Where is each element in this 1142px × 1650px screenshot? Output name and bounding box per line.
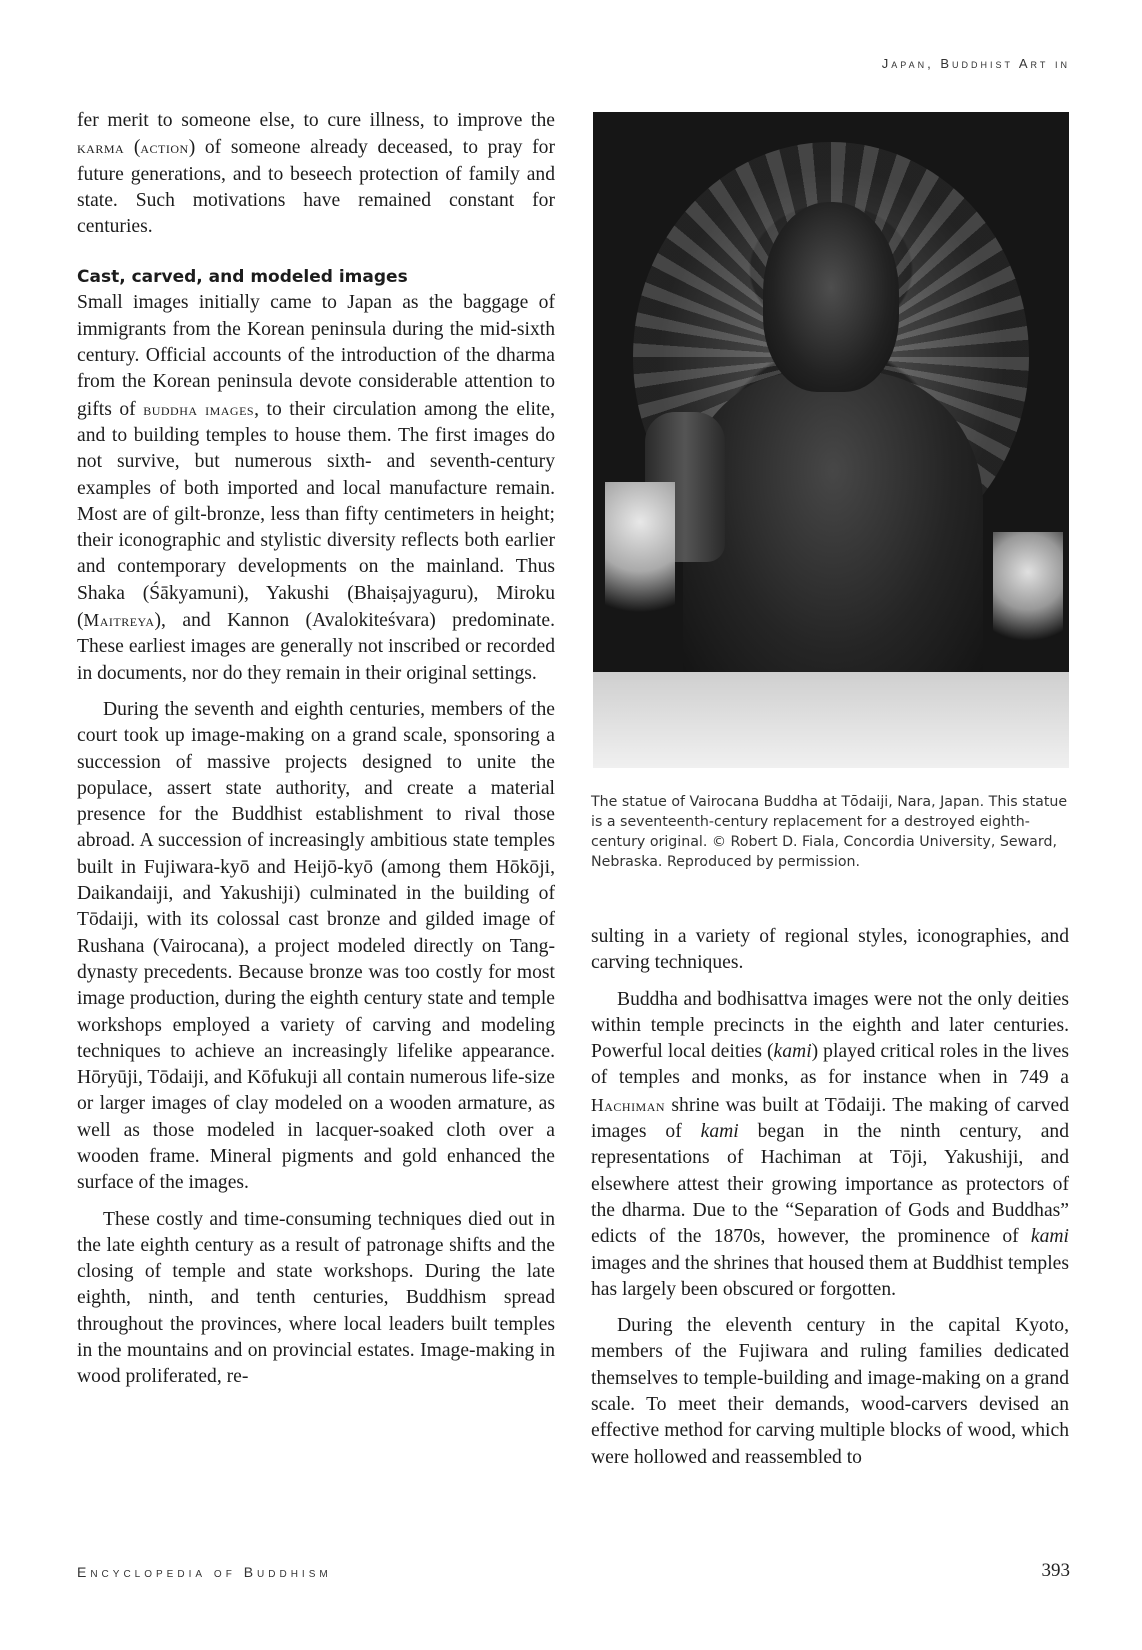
section-heading: Cast, carved, and modeled images	[77, 267, 408, 288]
altar-shape	[593, 672, 1069, 768]
cross-reference-link[interactable]: karma	[77, 137, 125, 158]
statue-body-shape	[683, 372, 983, 702]
text-span: fer merit to someone else, to cure illness, to improve the	[77, 110, 555, 131]
text-span: Small images initially came to Japan as the baggage of immigrants from the Korean peninsula during the mid-sixth century. Official accounts of the introduction of the dharma from the Korean peninsula devote considerable attention to gifts of	[77, 292, 555, 420]
buddha-statue-photo	[593, 112, 1069, 768]
page-number: 393	[1041, 1560, 1070, 1581]
running-head: Japan, Buddhist Art in	[881, 56, 1070, 71]
footer-book-title: Encyclopedia of Buddhism	[77, 1564, 332, 1580]
text-span: ), and Kannon (Avalokiteśvara) predominate. These earliest images are generally not inscribed or recorded in documents, nor do they remain in their original settings.	[77, 610, 555, 684]
left-column	[77, 108, 555, 1401]
paragraph	[77, 108, 555, 240]
lotus-right-shape	[993, 532, 1063, 692]
italic-term: kami	[1030, 1226, 1069, 1248]
statue-head-shape	[763, 202, 899, 392]
text-span: shrine was built at Tōdaiji. The making of carved images of	[591, 1094, 1069, 1143]
italic-term: kami	[700, 1121, 739, 1143]
cross-reference-link[interactable]: action	[140, 137, 189, 158]
lotus-left-shape	[605, 482, 675, 682]
text-span: , to their circulation among the elite, and to building temples to house them. The first images do not survive, but numerous sixth- and seventh-century examples of both imported and local manufacture remain. Most are of gilt-bronze, less than fifty centimeters in height; their iconographic and stylistic diversity reflects both earlier and contemporary developments on the mainland. Thus Shaka (Śākyamuni), Yakushi (Bhaiṣajyaguru), Miroku (	[77, 398, 555, 632]
paragraph: These costly and time-consuming techniques died out in the late eighth century as a result of patronage shifts and the closing of temple and state workshops. During the late eighth, ninth, and tenth centuries, Buddhism spread throughout the provinces, where local leaders built temples in the mountains and on provincial estates. Image-making in wood proliferated, re-	[77, 1208, 555, 1388]
paragraph: sulting in a variety of regional styles, iconographies, and carving techniques.	[591, 926, 1069, 974]
paragraph	[591, 987, 1069, 1304]
text-span: images and the shrines that housed them at Buddhist temples has largely been obscured or forgotten.	[591, 1252, 1069, 1300]
paragraph	[77, 290, 555, 686]
text-span: Buddha and bodhisattva images were not the only deities within temple precincts in the eighth and later centuries. Powerful local deities (	[591, 988, 1069, 1063]
right-column	[591, 924, 1069, 1481]
cross-reference-link[interactable]: buddha images	[143, 398, 255, 419]
cross-reference-link[interactable]: Maitreya	[83, 610, 155, 631]
italic-term: kami	[773, 1041, 812, 1063]
figure-caption: The statue of Vairocana Buddha at Tōdaiji, Nara, Japan. This statue is a seventeenth-century replacement for a destroyed eighth-century original. © Robert D. Fiala, Concordia University, Seward, Nebraska. Reproduced by permission.	[591, 794, 1068, 870]
text-span: (	[124, 137, 141, 159]
paragraph: During the seventh and eighth centuries, members of the court took up image-making on a grand scale, sponsoring a succession of massive projects designed to unite the populace, assert state authority, and create a material presence for the Buddhist establishment to rival those abroad. A succession of increasingly ambitious state temples built in Fujiwara-kyō and Heijō-kyō (among them Hōkōji, Daikandaiji, and Yakushiji) culminated in the building of Tōdaiji, with its colossal cast bronze and gilded image of Rushana (Vairocana), a project modeled directly on Tang-dynasty precedents. Because bronze was too costly for most image production, during the eighth century state and temple workshops employed a variety of carving and modeling techniques to achieve an increasingly lifelike appearance. Hōryūji, Tōdaiji, and Kōfukuji all contain numerous life-size or larger images of clay modeled on a wooden armature, as well as those modeled in lacquer-soaked cloth over a wooden frame. Mineral pigments and gold enhanced the surface of the images.	[77, 698, 555, 1194]
text-span: ) of someone already deceased, to pray for future generations, and to beseech protection of family and state. Such motivations have remained constant for centuries.	[77, 137, 555, 238]
cross-reference-link[interactable]: Hachiman	[591, 1094, 666, 1115]
paragraph: During the eleventh century in the capital Kyoto, members of the Fujiwara and ruling families dedicated themselves to temple-building and image-making on a grand scale. To meet their demands, wood-carvers devised an effective method for carving multiple blocks of wood, which were hollowed and reassembled to	[591, 1315, 1069, 1468]
text-span: began in the ninth century, and representations of Hachiman at Tōji, Yakushiji, and elsewhere attest their growing importance as protectors of the dharma. Due to the “Separation of Gods and Buddhas” edicts of the 1870s, however, the prominence of	[591, 1121, 1069, 1248]
text-span: ) played critical roles in the lives of temples and monks, as for instance when in 749 a	[591, 1041, 1069, 1089]
